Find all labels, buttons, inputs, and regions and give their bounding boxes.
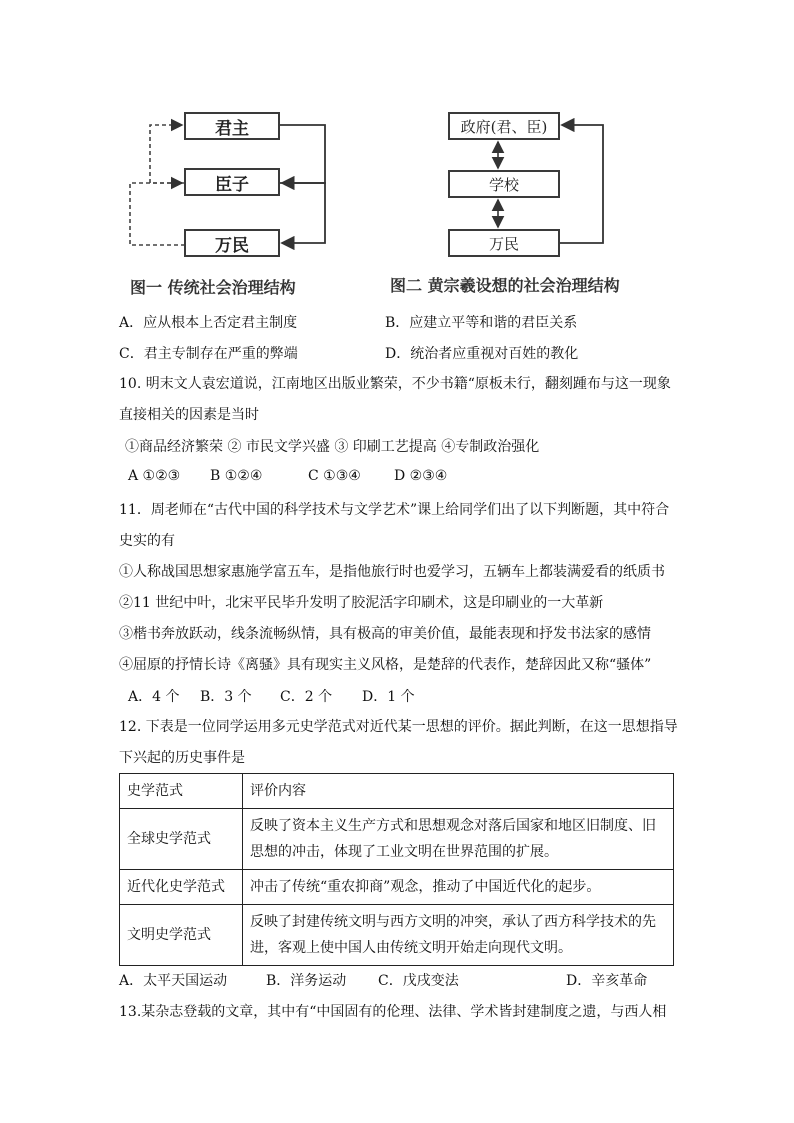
table-row	[120, 870, 674, 905]
q9-option-b: B．应建立平等和谐的君臣关系	[385, 315, 578, 331]
table-cell-content: 反映了资本主义生产方式和思想观念对落后国家和地区旧制度、旧思想的冲击，体现了工业文明在世界范围的扩展。	[243, 809, 674, 870]
q11-item-1: ①人称战国思想家惠施学富五车，是指他旅行时也爱学习，五辆车上都装满爱看的纸质书	[119, 564, 665, 580]
table-header-paradigm: 史学范式	[120, 774, 243, 809]
q10-option-c: C ①③④	[308, 468, 361, 484]
dashed-connector-people-to-minister	[130, 183, 185, 245]
q11-item-2: ②11 世纪中叶，北宋平民毕升发明了胶泥活字印刷术，这是印刷业的一大革新	[119, 595, 604, 611]
table-cell-paradigm: 全球史学范式	[120, 809, 243, 870]
q10-option-a: A ①②③	[128, 468, 181, 484]
q11-item-3: ③楷书奔放跃动，线条流畅纵情，具有极高的审美价值，最能表现和抒发书法家的感情	[119, 626, 651, 642]
solid-connector-minister-to-people	[280, 183, 325, 243]
q9-option-d: D．统治者应重视对百姓的教化	[385, 346, 579, 362]
q12-option-b: B．洋务运动	[266, 973, 347, 989]
q10-stem-line2: 直接相关的因素是当时	[119, 407, 259, 423]
q12-stem-line2: 下兴起的历史事件是	[119, 750, 245, 766]
q10-option-d: D ②③④	[394, 468, 448, 484]
q11-item-4: ④屈原的抒情长诗《离骚》具有现实主义风格，是楚辞的代表作，楚辞因此又称“骚体”	[119, 657, 652, 673]
q11-option-b: B．3 个	[200, 689, 252, 705]
q9-option-c: C．君主专制存在严重的弊端	[119, 346, 298, 362]
table-cell-paradigm: 文明史学范式	[120, 905, 243, 966]
box-people: 万民	[448, 229, 560, 257]
q10-option-b: B ①②④	[210, 468, 263, 484]
q11-option-c: C．2 个	[280, 689, 333, 705]
paradigm-table	[119, 773, 674, 966]
table-cell-content: 冲击了传统“重农抑商”观念，推动了中国近代化的起步。	[243, 870, 674, 905]
q12-option-a: A．太平天国运动	[119, 973, 228, 989]
q11-stem-line1: 11．周老师在“古代中国的科学技术与文学艺术”课上给同学们出了以下判断题，其中符合	[119, 502, 670, 518]
table-header-content: 评价内容	[243, 774, 674, 809]
solid-connector-people-to-govt	[560, 125, 603, 243]
q12-option-d: D．辛亥革命	[566, 973, 648, 989]
figure-traditional-governance	[120, 105, 340, 295]
q13-stem-line1: 13.某杂志登载的文章，其中有“中国固有的伦理、法律、学术皆封建制度之遗，与西人相	[119, 1004, 667, 1020]
dashed-connector-minister-to-ruler	[150, 125, 185, 183]
table-header-row	[120, 774, 674, 809]
figure1-caption: 图一 传统社会治理结构	[130, 278, 296, 297]
q10-items: ①商品经济繁荣 ② 市民文学兴盛 ③ 印刷工艺提高 ④专制政治强化	[125, 439, 540, 455]
box-ruler: 君主	[184, 112, 280, 140]
q9-option-a: A．应从根本上否定君主制度	[119, 315, 298, 331]
q11-option-a: A．4 个	[128, 689, 180, 705]
q12-option-c: C．戊戌变法	[378, 973, 459, 989]
solid-connector-ruler-to-minister	[280, 125, 325, 183]
table-cell-content: 反映了封建传统文明与西方文明的冲突，承认了西方科学技术的先进，客观上使中国人由传统文明开始走向现代文明。	[243, 905, 674, 966]
table-cell-paradigm: 近代化史学范式	[120, 870, 243, 905]
box-government: 政府(君、臣)	[448, 112, 560, 140]
q12-stem-line1: 12. 下表是一位同学运用多元史学范式对近代某一思想的评价。据此判断，在这一思想指导	[119, 719, 678, 735]
box-minister: 臣子	[184, 168, 280, 196]
q11-stem-line2: 史实的有	[119, 533, 175, 549]
q10-stem-line1: 10. 明末文人袁宏道说，江南地区出版业繁荣，不少书籍“原板未行，翻刻踵布与这一现象	[119, 376, 671, 392]
q11-option-d: D．1 个	[362, 689, 415, 705]
figure-huang-zongxi-governance	[390, 105, 650, 295]
figure2-caption: 图二 黄宗羲设想的社会治理结构	[390, 276, 620, 295]
box-school: 学校	[448, 170, 560, 198]
box-people: 万民	[184, 229, 280, 257]
table-row	[120, 809, 674, 870]
table-row	[120, 905, 674, 966]
